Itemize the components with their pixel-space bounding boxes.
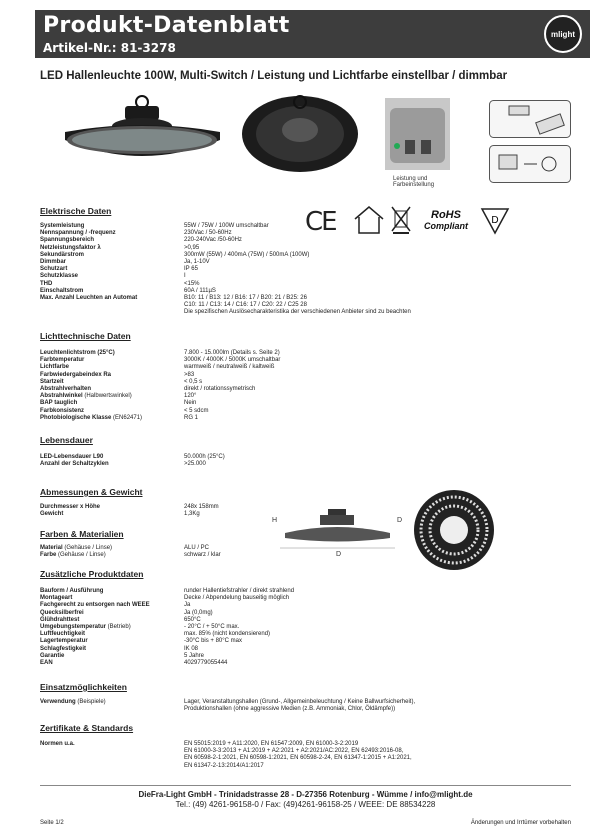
spec-key-text: BAP tauglich — [40, 400, 78, 407]
spec-key-text: Durchmesser x Höhe — [40, 504, 101, 510]
spec-key — [40, 602, 190, 609]
article-number: Artikel-Nr.: 81-3278 — [43, 41, 176, 55]
spec-value: Lager, Veranstaltungshallen (Grund-, Allgemeinbeleuchtung / Keine Ballwurfsicherheit), — [184, 699, 416, 705]
spec-value: Ja — [184, 602, 191, 609]
spec-key — [40, 379, 190, 386]
spec-key — [40, 699, 190, 706]
spec-key-text: Schutzart — [40, 266, 68, 273]
spec-value: -30°C bis + 80°C max — [184, 638, 242, 645]
spec-value: runder Hallentiefstrahler / direkt strahlend — [184, 588, 295, 594]
spec-value: Die spezifischen Auslösecharakteristika der verschiedenen Anbieter sind zu beachten — [184, 309, 411, 316]
spec-key — [40, 624, 190, 631]
spec-value: IK 08 — [184, 645, 199, 652]
spec-key-text: Max. Anzahl Leuchten an Automat — [40, 295, 138, 301]
spec-key-text: Lagertemperatur — [40, 638, 88, 645]
spec-key-text: Umgebungstemperatur — [40, 624, 107, 630]
spec-key — [40, 281, 190, 288]
spec-value: < 0,5 s — [184, 378, 203, 385]
section-title-colors: Farben & Materialien — [40, 529, 124, 539]
spec-key-text: Farbwiedergabeindex Ra — [40, 371, 112, 378]
spec-key — [40, 631, 190, 638]
spec-value: >83 — [184, 371, 195, 378]
brand-logo — [544, 15, 582, 53]
spec-key — [40, 386, 190, 393]
d-mark-text: D — [491, 215, 499, 226]
spec-key — [40, 364, 190, 371]
spec-key-text: Montageart — [40, 595, 73, 602]
dim-label-d2: D — [336, 551, 342, 558]
spec-value: 5 Jahre — [184, 652, 205, 659]
spec-key-text: Gewicht — [40, 511, 64, 518]
spec-key-text: Bauform / Ausführung — [40, 588, 104, 594]
spec-value: - 20°C / + 50°C max. — [184, 624, 240, 630]
rights-note: Änderungen und Irrtümer vorbehalten — [470, 820, 571, 826]
spec-key — [40, 393, 190, 400]
spec-key — [40, 273, 190, 280]
spec-value: 50.000h (25°C) — [184, 454, 225, 460]
footer-divider — [40, 785, 571, 786]
spec-key — [40, 230, 190, 237]
spec-key-text: Farbtemperatur — [40, 357, 85, 364]
section-title-certs: Zertifikate & Standards — [40, 723, 134, 733]
spec-key-text: Abstrahlwinkel — [40, 393, 83, 400]
spec-key — [40, 595, 190, 602]
spec-key-note: (Halbwertswinkel) — [82, 393, 132, 400]
image-caption: Leistung und Farbeinstellung — [393, 176, 435, 188]
spec-key — [40, 259, 190, 266]
spec-key-text: Nennspannung / -frequenz — [40, 230, 116, 237]
d-mark-icon — [480, 207, 510, 235]
spec-key-text: Dimmbar — [40, 259, 67, 265]
spec-value: 230Vac / 50-60Hz — [184, 230, 232, 237]
spec-key-text: Systemleistung — [40, 223, 85, 229]
spec-value: EN 60598-2-1:2021, EN 60598-1:2021, EN 60598-2-24, EN 61347-1:2015 + A1:2021, — [184, 755, 412, 762]
spec-value: 3000K / 4000K / 5000K umschaltbar — [184, 357, 281, 364]
spec-key — [40, 552, 190, 559]
product-subtitle: LED Hallenleuchte 100W, Multi-Switch / Leistung und Lichtfarbe einstellbar / dimmbar — [40, 70, 508, 82]
header-bar — [35, 10, 590, 58]
spec-value: direkt / rotationssymetrisch — [184, 386, 256, 392]
spec-key — [40, 245, 190, 252]
spec-key-text: Farbkonsistenz — [40, 407, 85, 414]
spec-key — [40, 400, 190, 407]
footer-company: DieFra-Light GmbH - Trinidadstrasse 28 - D-27356 Rotenburg - Wümme / info@mlight.de — [138, 790, 473, 799]
footer-contact: Tel.: (49) 4261-96158-0 / Fax: (49)4261-96158-25 / WEEE: DE 88534228 — [175, 800, 436, 809]
spec-value: RG 1 — [184, 414, 199, 421]
spec-key — [40, 295, 190, 302]
spec-value: 55W / 75W / 100W umschaltbar — [184, 223, 269, 229]
dim-label-h: H — [272, 517, 278, 524]
spec-value: warmweiß / neutralweiß / kaltweiß — [184, 364, 275, 371]
spec-key-text: Luftfeuchtigkeit — [40, 631, 85, 638]
spec-value: EN 61000-3-3:2013 + A1:2019 + A2:2021 + A2:2021/AC:2022, EN 62493:2016-08, — [184, 748, 404, 755]
section-title-life: Lebensdauer — [40, 435, 93, 445]
spec-value: 650°C — [184, 616, 201, 623]
page-number: Seite 1/2 — [40, 820, 64, 826]
spec-key-text: EAN — [40, 660, 53, 666]
spec-key-text: Schlagfestigkeit — [40, 645, 87, 652]
spec-value: Ja, 1-10V — [184, 259, 210, 265]
spec-key-text: Netzleistungsfaktor λ — [40, 244, 101, 251]
spec-key — [40, 372, 190, 379]
spec-key-text: Sekundärstrom — [40, 251, 85, 258]
section-title-dims: Abmessungen & Gewicht — [40, 487, 143, 497]
spec-value: 300mW (55W) / 400mA (75W) / 500mA (100W) — [184, 251, 310, 258]
spec-value: Nein — [184, 400, 197, 407]
dip-switch-icon-2 — [489, 145, 571, 183]
spec-key — [40, 237, 190, 244]
spec-key — [40, 350, 190, 357]
spec-value: IP 65 — [184, 266, 198, 273]
spec-key — [40, 252, 190, 259]
spec-key-text: THD — [40, 280, 53, 287]
spec-key — [40, 454, 190, 461]
spec-key-text: Garantie — [40, 652, 65, 659]
spec-key-text: Anzahl der Schaltzyklen — [40, 461, 109, 468]
dim-label-d: D — [397, 517, 403, 524]
spec-value: C10: 11 / C13: 14 / C16: 17 / C20: 22 / C25 28 — [184, 302, 307, 309]
rohs-mark-icon: RoHS Compliant — [424, 209, 468, 231]
spec-key-text: Startzeit — [40, 378, 64, 385]
spec-key-note: (Betrieb) — [106, 624, 131, 630]
top-view-drawing — [412, 488, 497, 573]
spec-key — [40, 545, 190, 552]
spec-value: 1,3Kg — [184, 511, 200, 518]
spec-key — [40, 266, 190, 273]
dip-switch-icon-1 — [489, 100, 571, 138]
section-title-electric: Elektrische Daten — [40, 206, 112, 216]
spec-key — [40, 415, 190, 422]
spec-key — [40, 646, 190, 653]
spec-key-text: Einschaltstrom — [40, 287, 84, 294]
spec-key-text: Normen u.a. — [40, 741, 75, 747]
spec-key-note: (Gehäuse / Linse) — [56, 552, 106, 559]
spec-key-text: Material — [40, 545, 63, 551]
product-top-image — [238, 92, 363, 174]
spec-value: ALU / PC — [184, 545, 210, 551]
spec-key-text: Verwendung — [40, 699, 76, 705]
spec-value: EN 61347-2-13:2014/A1:2017 — [184, 762, 264, 769]
spec-key — [40, 610, 190, 617]
spec-key — [40, 653, 190, 660]
spec-key — [40, 357, 190, 364]
spec-key-text: Quecksilberfrei — [40, 609, 84, 616]
page-title: Produkt-Datenblatt — [43, 13, 290, 38]
section-title-light: Lichttechnische Daten — [40, 331, 131, 341]
spec-key — [40, 511, 190, 518]
spec-key — [40, 461, 190, 468]
spec-value: 7.800 - 15.000lm (Details s. Seite 2) — [184, 350, 280, 356]
spec-key-text: Spannungsbereich — [40, 237, 95, 244]
spec-key — [40, 288, 190, 295]
spec-key-text: Glühdrahttest — [40, 616, 80, 623]
spec-value: Ja (0,0mg) — [184, 609, 213, 616]
spec-value: max. 85% (nicht kondensierend) — [184, 631, 271, 638]
spec-key-note: (EN62471) — [111, 414, 143, 421]
spec-key-text: Schutzklasse — [40, 273, 79, 280]
spec-value: <15% — [184, 280, 200, 287]
spec-key-text: Lichtfarbe — [40, 364, 70, 371]
spec-value: >25.000 — [184, 461, 206, 468]
spec-value: < 5 sdcm — [184, 407, 209, 414]
spec-key-text: Leuchtenlichtstrom (25°C) — [40, 350, 115, 356]
spec-key — [40, 588, 190, 595]
logo-text: mlight — [551, 29, 575, 39]
spec-value: 4029779055444 — [184, 660, 228, 666]
spec-value: B10: 11 / B13: 12 / B16: 17 / B20: 21 / B25: 26 — [184, 295, 307, 301]
spec-key-note: (Gehäuse / Linse) — [62, 545, 113, 551]
spec-value: 220-240Vac /50-60Hz — [184, 237, 242, 244]
spec-key — [40, 504, 190, 511]
spec-key — [40, 660, 190, 667]
spec-value: 60A / 111µS — [184, 287, 216, 294]
spec-value: Produktionshallen (ohne aggressive Medien (z.B. Ammoniak, Chlor, Öldämpfe)) — [184, 706, 396, 713]
spec-value: I — [184, 273, 186, 280]
spec-value: 248x 158mm — [184, 504, 219, 510]
spec-value: 120° — [184, 393, 197, 400]
switch-detail-image — [385, 98, 450, 170]
spec-key-text: Farbe — [40, 552, 57, 559]
spec-key-note: (Beispiele) — [75, 699, 106, 705]
spec-value: >0,95 — [184, 244, 200, 251]
spec-key — [40, 617, 190, 624]
spec-key — [40, 638, 190, 645]
spec-value: schwarz / klar — [184, 552, 221, 559]
spec-key-text: Fachgerecht zu entsorgen nach WEEE — [40, 602, 150, 609]
product-side-image — [55, 92, 230, 174]
spec-key — [40, 741, 190, 748]
ce-mark-icon: CE — [305, 207, 336, 237]
spec-key-text: Photobiologische Klasse — [40, 414, 112, 421]
spec-key — [40, 223, 190, 230]
spec-value: EN 55015:2019 + A11:2020, EN 61547:2009, EN 61000-3-2:2019 — [184, 741, 359, 747]
section-title-extra: Zusätzliche Produktdaten — [40, 569, 144, 579]
spec-key-text: Abstrahlverhalten — [40, 386, 92, 392]
spec-value: Decke / Abpendelung bauseitig möglich — [184, 595, 290, 602]
spec-key-text: LED-Lebensdauer L90 — [40, 454, 104, 460]
spec-key — [40, 408, 190, 415]
section-title-use: Einsatzmöglichkeiten — [40, 682, 127, 692]
